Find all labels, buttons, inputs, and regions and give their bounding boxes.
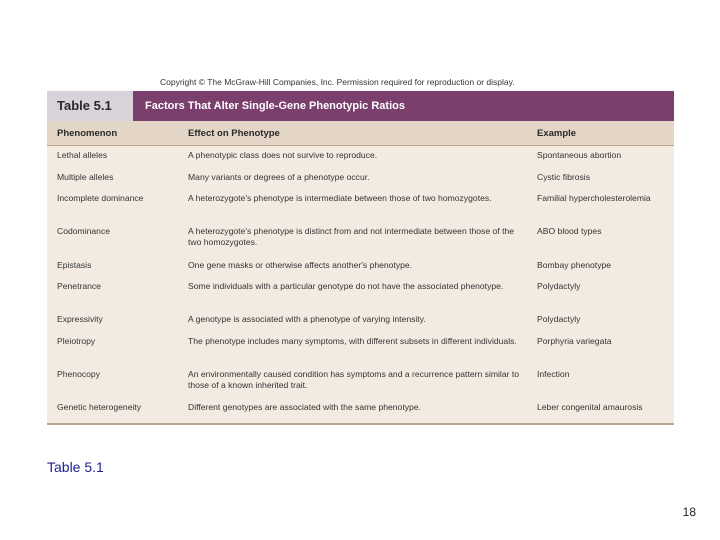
table-title-bar [47, 91, 674, 121]
cell-effect: Different genotypes are associated with the same phenotype. [188, 402, 421, 412]
cell-phenomenon: Penetrance [57, 281, 101, 291]
cell-example: ABO blood types [537, 226, 602, 236]
cell-example: Polydactyly [537, 281, 581, 291]
slide-caption: Table 5.1 [47, 459, 104, 475]
cell-effect: A heterozygote's phenotype is distinct from and not intermediate between those of the two homozygotes. [188, 226, 515, 247]
table-title: Factors That Alter Single-Gene Phenotypic Ratios [145, 100, 405, 112]
factors-table [47, 91, 674, 425]
cell-phenomenon: Codominance [57, 226, 111, 236]
cell-phenomenon: Epistasis [57, 260, 92, 270]
cell-example: Spontaneous abortion [537, 150, 622, 160]
cell-example: Cystic fibrosis [537, 172, 591, 182]
header-phenomenon: Phenomenon [57, 128, 118, 139]
cell-effect: Many variants or degrees of a phenotype occur. [188, 172, 370, 182]
cell-effect: A heterozygote's phenotype is intermediate between those of two homozygotes. [188, 193, 492, 203]
copyright-notice: Copyright © The McGraw-Hill Companies, Inc. Permission required for reproduction or display. [160, 77, 515, 87]
cell-phenomenon: Phenocopy [57, 369, 101, 379]
cell-example: Familial hypercholesterolemia [537, 193, 651, 203]
cell-example: Bombay phenotype [537, 260, 612, 270]
page-number: 18 [682, 505, 696, 519]
table-tag: Table 5.1 [47, 91, 133, 121]
cell-effect: A genotype is associated with a phenotype of varying intensity. [188, 314, 426, 324]
cell-example: Leber congenital amaurosis [537, 402, 643, 412]
cell-phenomenon: Multiple alleles [57, 172, 114, 182]
cell-effect: An environmentally caused condition has symptoms and a recurrence pattern similar to those of a known inherited trait. [188, 369, 520, 390]
cell-effect: One gene masks or otherwise affects another's phenotype. [188, 260, 413, 270]
cell-example: Polydactyly [537, 314, 581, 324]
header-example: Example [537, 128, 577, 139]
cell-phenomenon: Incomplete dominance [57, 193, 144, 203]
cell-effect: The phenotype includes many symptoms, with different subsets in different individuals. [188, 336, 517, 346]
table-bottom-rule [47, 423, 674, 425]
cell-phenomenon: Expressivity [57, 314, 103, 324]
cell-example: Infection [537, 369, 570, 379]
cell-effect: A phenotypic class does not survive to reproduce. [188, 150, 378, 160]
cell-phenomenon: Lethal alleles [57, 150, 108, 160]
cell-effect: Some individuals with a particular genotype do not have the associated phenotype. [188, 281, 504, 291]
header-effect: Effect on Phenotype [188, 128, 280, 139]
cell-phenomenon: Genetic heterogeneity [57, 402, 142, 412]
table-header-row [47, 121, 674, 146]
cell-phenomenon: Pleiotropy [57, 336, 96, 346]
cell-example: Porphyria variegata [537, 336, 612, 346]
